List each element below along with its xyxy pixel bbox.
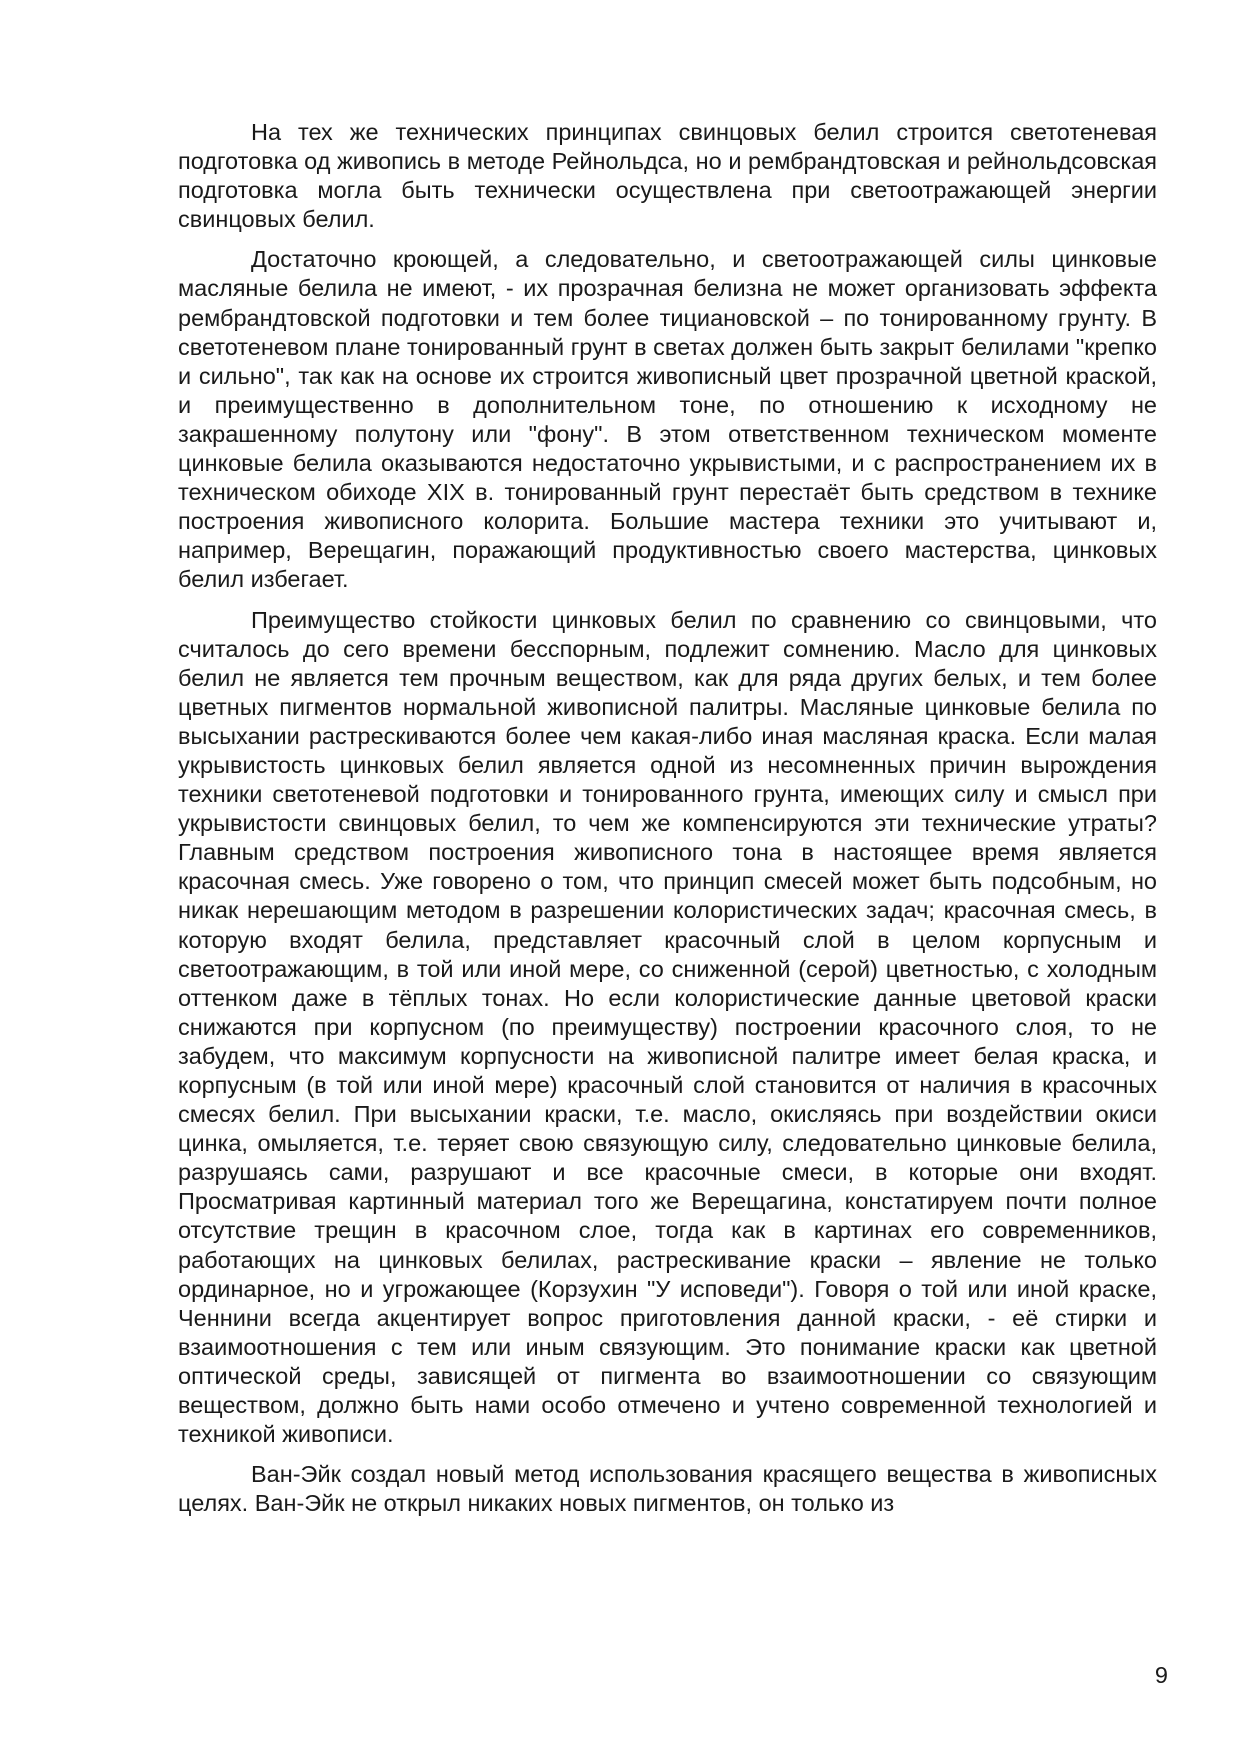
page-number: 9 [1154, 1662, 1168, 1688]
body-text [178, 118, 1157, 1529]
paragraph-1: На тех же технических принципах свинцовых белил строится светотеневая подготовка од живопись в методе Рейнольдса, но и рембрандтовская и рейнольдсовская подготовка могла быть технически осуществлена при светоотражающей энергии свинцовых белил. [178, 119, 1157, 233]
paragraph-3: Преимущество стойкости цинковых белил по сравнению со свинцовыми, что считалось до сего времени бесспорным, подлежит сомнению. Масло для цинковых белил не является тем прочным веществом, как для ряда других белых, и тем более цветных пигментов нормальной живописной палитры. Масляные цинковые белила по высыхании растрескиваются более чем какая-либо иная масляная краска. Если малая укрывистость цинковых белил является одной из несомненных причин вырождения техники светотеневой подготовки и тонированного грунта, имеющих силу и смысл при укрывистости свинцовых белил, то чем же компенсируются эти технические утраты? Главным средством построения живописного тона в настоящее время является красочная смесь. Уже говорено о том, что принцип смесей может быть подсобным, но никак нерешающим методом в разрешении колористических задач; красочная смесь, в которую входят белила, представляет красочный слой в целом корпусным и светоотражающим, в той или иной мере, со сниженной (серой) цветностью, с холодным оттенком даже в тёплых тонах. Но если колористические данные цветовой краски снижаются при корпусном (по преимуществу) построении красочного слоя, то не забудем, что максимум корпусности на живописной палитре имеет белая краска, и корпусным (в той или иной мере) красочный слой становится от наличия в красочных смесях белил. При высыхании краски, т.е. масло, окисляясь при воздействии окиси цинка, омыляется, т.е. теряет свою связующую силу, следовательно цинковые белила, разрушаясь сами, разрушают и все красочные смеси, в которые они входят. Просматривая картинный материал того же Верещагина, констатируем почти полное отсутствие трещин в красочном слое, тогда как в картинах его современников, работающих на цинковых белилах, растрескивание краски – явление не только ординарное, но и угрожающее (Корзухин "У исповеди"). Говоря о той или иной краске, Ченнини всегда акцентирует вопрос приготовления данной краски, - её стирки и взаимоотношения с тем или иным связующим. Это понимание краски как цветной оптической среды, зависящей от пигмента во взаимоотношении со связующим веществом, должно быть нами особо отмечено и учтено современной технологией и техникой живописи. [178, 606, 1157, 1448]
paragraph-2: Достаточно кроющей, а следовательно, и светоотражающей силы цинковые масляные белила не имеют, - их прозрачная белизна не может организовать эффекта рембрандтовской подготовки и тем более тициановской – по тонированному грунту. В светотеневом плане тонированный грунт в светах должен быть закрыт белилами "крепко и сильно", так как на основе их строится живописный цвет прозрачной цветной краской, и преимущественно в дополнительном тоне, по отношению к исходному не закрашенному полутону или "фону". В этом ответственном техническом моменте цинковые белила оказываются недостаточно укрывистыми, и с распространением их в техническом обиходе XIX в. тонированный грунт перестаёт быть средством в технике построения живописного колорита. Большие мастера техники это учитывают и, например, Верещагин, поражающий продуктивностью своего мастерства, цинковых белил избегает. [178, 246, 1157, 593]
paragraph-4: Ван-Эйк создал новый метод использования красящего вещества в живописных целях. Ван-Эйк не открыл никаких новых пигментов, он только из [178, 1461, 1157, 1517]
